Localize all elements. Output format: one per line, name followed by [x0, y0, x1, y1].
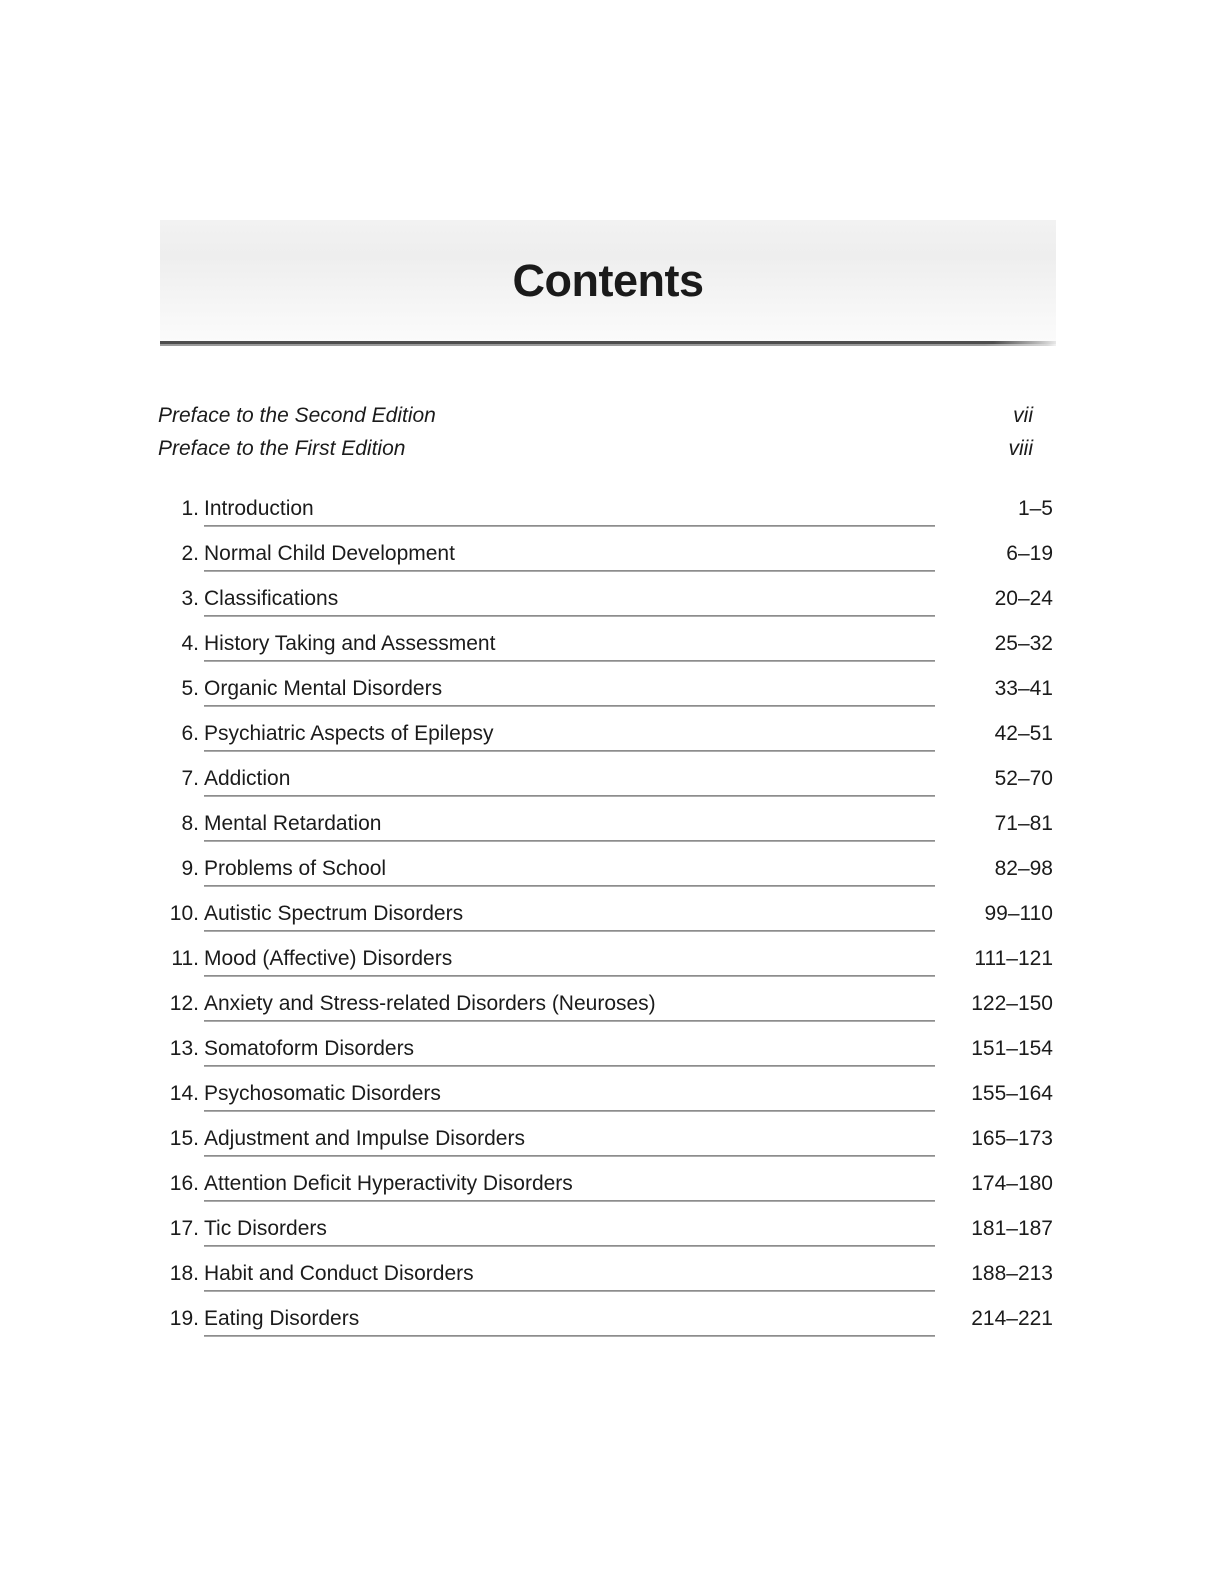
toc-entry-title-wrap — [204, 1124, 935, 1169]
toc-entry-page-range: 99–110 — [984, 902, 1053, 925]
toc-entry-number: 9. — [181, 857, 199, 880]
toc-entry-title-wrap — [204, 629, 935, 674]
toc-entry-page-range: 42–51 — [994, 722, 1053, 745]
toc-entry-rule — [204, 1155, 935, 1157]
toc-entry-number: 17. — [169, 1217, 199, 1240]
frontmatter-page-number: viii — [1008, 437, 1033, 460]
toc-entry-page-range: 111–121 — [974, 947, 1053, 970]
toc-entry-page-range: 25–32 — [994, 632, 1053, 655]
frontmatter-page-number: vii — [1013, 404, 1033, 427]
toc-entry-page-range: 214–221 — [971, 1307, 1053, 1330]
toc-entry-title: Addiction — [204, 767, 291, 790]
toc-entry-rule — [204, 705, 935, 707]
page-title: Contents — [512, 255, 704, 306]
toc-entry[interactable] — [158, 674, 1053, 719]
toc-entry-rule — [204, 1110, 935, 1112]
toc-entry-title: Somatoform Disorders — [204, 1037, 415, 1060]
toc-entry-page-range: 71–81 — [994, 812, 1053, 835]
toc-entry-page-range: 33–41 — [994, 677, 1053, 700]
toc-entry[interactable] — [158, 584, 1053, 629]
frontmatter-list — [158, 404, 1033, 470]
toc-entry-title-wrap — [204, 1034, 935, 1079]
toc-entry[interactable] — [158, 1169, 1053, 1214]
toc-entry-page-range: 188–213 — [971, 1262, 1053, 1285]
toc-entry-title: Organic Mental Disorders — [204, 677, 443, 700]
toc-entry[interactable] — [158, 809, 1053, 854]
toc-entry[interactable] — [158, 764, 1053, 809]
toc-entry-rule — [204, 975, 935, 977]
toc-entry-number: 6. — [181, 722, 199, 745]
toc-entry-title-wrap — [204, 854, 935, 899]
toc-entry-page-range: 151–154 — [971, 1037, 1053, 1060]
table-of-contents-list — [158, 494, 1053, 1349]
toc-entry-title: Normal Child Development — [204, 542, 455, 565]
toc-entry-rule — [204, 750, 935, 752]
header-divider-shadow — [160, 344, 1056, 346]
toc-entry-page-range: 52–70 — [994, 767, 1053, 790]
toc-entry-title-wrap — [204, 1304, 935, 1349]
toc-entry-title-wrap — [204, 719, 935, 764]
toc-entry[interactable] — [158, 1079, 1053, 1124]
toc-entry-page-range: 82–98 — [994, 857, 1053, 880]
toc-entry-page-range: 181–187 — [971, 1217, 1053, 1240]
toc-entry-rule — [204, 1200, 935, 1202]
toc-entry-number: 14. — [169, 1082, 199, 1105]
toc-entry-number: 1. — [181, 497, 199, 520]
toc-entry-number: 12. — [169, 992, 199, 1015]
toc-entry-number: 16. — [169, 1172, 199, 1195]
toc-entry-title: Introduction — [204, 497, 314, 520]
toc-entry-number: 13. — [169, 1037, 199, 1060]
toc-entry-rule — [204, 1245, 935, 1247]
toc-entry-title: Classifications — [204, 587, 339, 610]
toc-entry-page-range: 174–180 — [971, 1172, 1053, 1195]
toc-entry-page-range: 122–150 — [971, 992, 1053, 1015]
frontmatter-row[interactable] — [158, 404, 1033, 437]
toc-entry-title: Eating Disorders — [204, 1307, 360, 1330]
contents-header-band — [160, 220, 1056, 341]
toc-entry-number: 19. — [169, 1307, 199, 1330]
toc-entry-rule — [204, 660, 935, 662]
toc-entry[interactable] — [158, 989, 1053, 1034]
toc-entry-rule — [204, 885, 935, 887]
toc-entry-rule — [204, 615, 935, 617]
toc-entry-title-wrap — [204, 944, 935, 989]
toc-entry[interactable] — [158, 629, 1053, 674]
toc-entry-title: Habit and Conduct Disorders — [204, 1262, 474, 1285]
toc-entry-number: 3. — [181, 587, 199, 610]
toc-entry[interactable] — [158, 1034, 1053, 1079]
toc-entry-title-wrap — [204, 809, 935, 854]
toc-entry-rule — [204, 795, 935, 797]
toc-entry-title-wrap — [204, 1169, 935, 1214]
toc-entry[interactable] — [158, 1214, 1053, 1259]
frontmatter-title: Preface to the First Edition — [158, 437, 406, 460]
toc-entry-title: Tic Disorders — [204, 1217, 327, 1240]
toc-entry[interactable] — [158, 719, 1053, 764]
toc-entry-title: Anxiety and Stress-related Disorders (Neuroses) — [204, 992, 656, 1015]
toc-entry-title: Mental Retardation — [204, 812, 382, 835]
frontmatter-row[interactable] — [158, 437, 1033, 470]
toc-entry-title: Mood (Affective) Disorders — [204, 947, 453, 970]
toc-entry-title-wrap — [204, 539, 935, 584]
toc-entry-rule — [204, 930, 935, 932]
toc-entry-page-range: 20–24 — [994, 587, 1053, 610]
toc-entry[interactable] — [158, 854, 1053, 899]
toc-entry-title-wrap — [204, 674, 935, 719]
toc-entry-number: 18. — [169, 1262, 199, 1285]
toc-entry-title-wrap — [204, 899, 935, 944]
toc-entry-rule — [204, 1290, 935, 1292]
toc-entry-title: History Taking and Assessment — [204, 632, 496, 655]
toc-entry-title-wrap — [204, 494, 935, 539]
toc-entry[interactable] — [158, 944, 1053, 989]
toc-entry-title: Psychiatric Aspects of Epilepsy — [204, 722, 494, 745]
toc-entry-title-wrap — [204, 764, 935, 809]
toc-entry-title: Autistic Spectrum Disorders — [204, 902, 464, 925]
toc-entry[interactable] — [158, 1124, 1053, 1169]
toc-entry-rule — [204, 1020, 935, 1022]
toc-entry-number: 11. — [171, 947, 199, 970]
toc-entry-title-wrap — [204, 1079, 935, 1124]
toc-entry-page-range: 165–173 — [971, 1127, 1053, 1150]
toc-entry-number: 7. — [181, 767, 199, 790]
toc-entry-title-wrap — [204, 584, 935, 629]
toc-entry-number: 2. — [181, 542, 199, 565]
toc-entry-title-wrap — [204, 989, 935, 1034]
toc-entry[interactable] — [158, 899, 1053, 944]
toc-entry-title: Psychosomatic Disorders — [204, 1082, 441, 1105]
toc-entry-rule — [204, 1065, 935, 1067]
toc-entry-title: Problems of School — [204, 857, 387, 880]
toc-entry[interactable] — [158, 1259, 1053, 1304]
toc-entry-page-range: 1–5 — [1017, 497, 1053, 520]
toc-entry-title-wrap — [204, 1214, 935, 1259]
toc-entry-number: 4. — [181, 632, 199, 655]
toc-entry-number: 5. — [181, 677, 199, 700]
toc-entry-rule — [204, 525, 935, 527]
toc-entry-number: 15. — [169, 1127, 199, 1150]
toc-entry-number: 8. — [181, 812, 199, 835]
toc-entry-title-wrap — [204, 1259, 935, 1304]
toc-entry-page-range: 155–164 — [971, 1082, 1053, 1105]
toc-entry-rule — [204, 570, 935, 572]
toc-entry-page-range: 6–19 — [1006, 542, 1053, 565]
toc-entry[interactable] — [158, 539, 1053, 584]
toc-entry-number: 10. — [169, 902, 199, 925]
toc-entry-rule — [204, 1335, 935, 1337]
toc-entry-rule — [204, 840, 935, 842]
frontmatter-title: Preface to the Second Edition — [158, 404, 436, 427]
toc-entry[interactable] — [158, 494, 1053, 539]
toc-entry[interactable] — [158, 1304, 1053, 1349]
toc-entry-title: Attention Deficit Hyperactivity Disorders — [204, 1172, 573, 1195]
toc-entry-title: Adjustment and Impulse Disorders — [204, 1127, 525, 1150]
